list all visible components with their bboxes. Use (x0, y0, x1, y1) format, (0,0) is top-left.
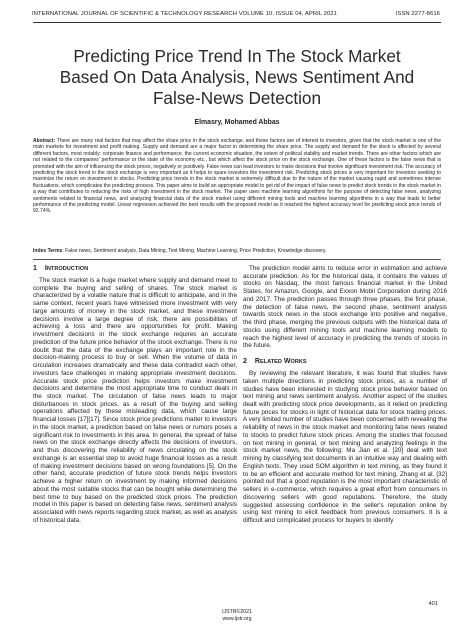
body-paragraph: The prediction model aims to reduce error in estimation and achieve accurate prediction. As for the historical data, it contains the values of stocks on Nasdaq, the most famous financial market in the United States, for Amazon, Google, and Exxon Mobil Corporation during 2016 and 2017. The prediction passes through three phases, the first phase, the detection of false news, the second phase, sentiment analysis towards stock news in the stock exchange into positive and negative, the third phase, merging the previous outputs with the historical data of stocks using different mining tools and machine learning models to reach the highest level of accuracy in predicting the trends of stocks in the future. (243, 265, 447, 350)
title-line: Based On Data Analysis, News Sentiment And (59, 67, 415, 87)
section-number: 1 (33, 265, 37, 272)
section-heading-introduction: 1 INTRODUCTION (33, 265, 89, 272)
section-number: 2 (243, 358, 247, 366)
page-number: 401 (428, 601, 438, 607)
title-line: Predicting Price Trend In The Stock Market (73, 46, 401, 66)
header-rule (33, 22, 441, 23)
journal-website-link[interactable]: www.ijstr.org (222, 615, 252, 622)
abstract-text: There are many real factors that may affect the share price in the stock exchange, and these factors are of interest to investors, given that the stock market is one of the main markets for investment and profit making. Supply and demand are a major factor in determining the share price. The supply and demand for the stock is affected by several different factors, most notably: corporate finance and performance, the current economic situation, the extent of political stability and market trends. There are other factors which are not related to the companies' performance or the state of the economy etc., but which affect the stock price on the stock exchange. One of these factors is the false news that is promoted with the aim of influencing the stock prices, negatively or positively. False news can lead investors to make decisions that involve significant investment risk. The accuracy of predicting the stock trend in the stock exchange is very important as it helps to spare investors the investment risk. Predicting stock prices is very important for investors seeking to maximize the return on investment in stocks. Predicting price trends in the stock market is extremely difficult due to the nature of the market causing rapid and sometimes intense fluctuations, which complicates the predicting process. This paper aims to build an appropriate model to get rid of the impact of false news to predict stock trends in the stock market in a way that contributes to reducing the risks of high investment in the stock market. The paper uses machine learning algorithms for the purpose of detecting false news, analyzing sentiments related to financial news, and analyzing financial data of the stock market using different mining tools and machine learning algorithms in a way that leads to better performance of the predicting model. Linear regression achieved the best results with the proposed model as it reached the highest accuracy level for predicting stock price trends of 92.74%. (33, 138, 442, 215)
section-rule (33, 259, 441, 260)
title-line: False-News Detection (152, 88, 322, 108)
abstract-label: Abstract: (33, 138, 56, 144)
abstract (33, 138, 441, 215)
section-heading-related-works: 2 RELATED WORKS (243, 358, 307, 366)
issn: ISSN 2277-8616 (395, 11, 440, 17)
body-paragraph: The stock market is a huge market where supply and demand meet to complete the buying and selling of shares. The stock market is characterized by a volatile nature that is difficult to anticipate, and in the same context, recent years have witnessed more investment with very large amounts of money in the stock market, and these investment decisions involve a large degree of risk, there are possibilities of achieving a loss and there are opportunities for profit. Making investment decisions in the stock exchange requires an accurate prediction of the future price behavior of the stock exchange. There is no doubt that the data of the exchange plays an important role in the decision-making process to buy or sell. When the volume of data in circulation increases dramatically and these data contradict each other, investors face challenges in making appropriate investment decisions. Accurate stock price prediction helps investors make investment decisions and determine the most appropriate time to conduct deals in the stock market. The circulation of false news leads to major disturbances in stock prices, as a result of the buying and selling operations affected by these misleading data, which cause large financial losses [17][17]. Since stock price predictions matter to investors in the stock market, a prediction based on false news or rumors poses a significant risk to investments in this area. In general, the spread of false news on the stock exchange directly affects the decisions of investors, and thus discovering the reliability of news circulating on the stock exchange is an essential step to avoid huge financial losses as a result of making investment decisions based on wrong foundations [5]. On the other hand, accurate prediction of future stock trends helps investors achieve a higher return on investment by making informed decisions about the most suitable stocks that can be bought while determining the best time to buy based on the predicted stock prices. The prediction model in this paper is based on detecting false news, sentiment analysis associated with news reports regarding stock market, as well as analysis of historical data. (33, 277, 237, 524)
running-header (28, 11, 446, 22)
index-terms-text: : False news, Sentiment analysis, Data Mining, Text Mining, Machine Learning, Price Prediction, Knowledge discovery. (62, 248, 327, 254)
body-paragraph: By reviewing the relevant literature, it was found that studies have taken multiple directions in predicting stock prices, as a number of studies have been interested in studying stock price behavior based on text mining and news sentiment analysis. Another aspect of the studies dealt with predicting stock price developments, as it relied on predicting future prices for stocks in light of historical data for stock trading prices. A very limited number of studies have been concerned with revealing the reliability of news in the stock market and monitoring false news related to stocks to predict future stock prices. Among the studies that focused on text mining in general, or text mining and analyzing feelings in the stock market news, the following: Ma Jian et al. [20] deal with text mining by classifying text documents in an intuitive way and dealing with English texts. They used SOM algorithm in text mining, as they found it to be an efficient and accurate method for text mining. Zhang et al. [32] pointed out that a good reputation is the most important characteristic of sellers in e-commerce, which requires a great effort from consumers in discovering sellers with good reputations. Therefore, the study suggested assessing confidence in the seller's reputation online by using text mining to elicit feedback from previous consumers. It is a difficult and complicated process for buyers to identify (243, 370, 447, 525)
left-column (33, 265, 237, 525)
index-terms (33, 248, 441, 254)
copyright: IJSTR©2021 (222, 609, 252, 615)
right-column (243, 265, 447, 525)
page-footer (0, 609, 474, 622)
paper-title (20, 46, 454, 109)
journal-name: INTERNATIONAL JOURNAL OF SCIENTIFIC & TECHNOLOGY RESEARCH VOLUME 10, ISSUE 04, APRIL 2021 (32, 11, 337, 17)
authors: Elmasry, Mohamed Abbas (194, 119, 280, 126)
index-terms-label: Index Terms (33, 248, 63, 254)
